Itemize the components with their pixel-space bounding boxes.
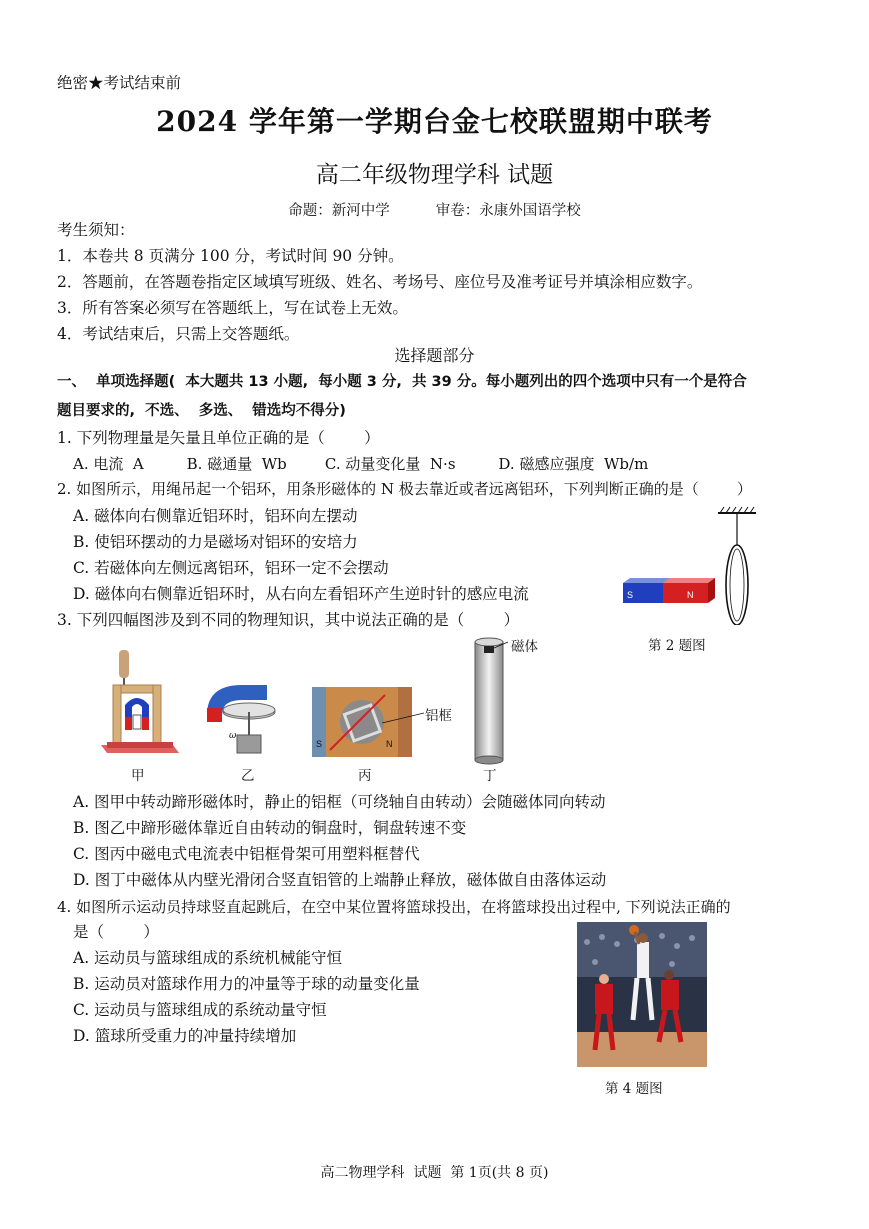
q2-option-d: D. 磁体向右侧靠近铝环时，从右向左看铝环产生逆时针的感应电流 — [73, 585, 529, 603]
notice-item: 2．答题前，在答题卷指定区域填写班级、姓名、考场号、座位号及准考证号并填涂相应数字。 — [57, 273, 703, 291]
figure-label-jia: 甲 — [131, 768, 145, 784]
q4-option-b: B. 运动员对篮球作用力的冲量等于球的动量变化量 — [73, 975, 420, 993]
part-heading-cont: 题目要求的, 不选、 多选、 错选均不得分) — [57, 403, 346, 419]
page-subtitle: 高二年级物理学科 试题 — [315, 162, 554, 188]
page-title: 2024 学年第一学期台金七校联盟期中联考 — [156, 105, 713, 138]
q2-figure — [620, 505, 770, 625]
q3-figure-ding — [470, 636, 510, 766]
figure-label-bing: 丙 — [358, 768, 372, 784]
q3-option-a: A. 图甲中转动蹄形磁体时，静止的铝框（可绕轴自由转动）会随磁体同向转动 — [73, 793, 606, 811]
notice-item: 4．考试结束后，只需上交答题纸。 — [57, 325, 300, 343]
q4-figure-caption: 第 4 题图 — [605, 1081, 663, 1097]
notice-heading: 考生须知： — [57, 221, 135, 239]
frame-label: 铝框 — [425, 708, 452, 724]
figure-label-ding: 丁 — [483, 768, 497, 784]
notice-item: 3．所有答案必须写在答题纸上，写在试卷上无效。 — [57, 299, 408, 317]
omega-label: ω — [229, 731, 237, 741]
q2-option-a: A. 磁体向右侧靠近铝环时，铝环向左摆动 — [73, 507, 358, 525]
q3-figure-jia — [95, 645, 185, 760]
q3-option-d: D. 图丁中磁体从内壁光滑闭合竖直铝管的上端静止释放，磁体做自由落体运动 — [73, 871, 607, 889]
bing-s-label: S — [316, 739, 323, 749]
confidential-mark: 绝密★考试结束前 — [57, 74, 182, 92]
q3-option-b: B. 图乙中蹄形磁体靠近自由转动的铜盘时，铜盘转速不变 — [73, 819, 467, 837]
q2-option-b: B. 使铝环摆动的力是磁场对铝环的安培力 — [73, 533, 358, 551]
q4-stem-cont: 是（ ） — [73, 923, 159, 941]
q4-option-c: C. 运动员与篮球组成的系统动量守恒 — [73, 1001, 327, 1019]
q4-option-d: D. 篮球所受重力的冲量持续增加 — [73, 1027, 297, 1045]
q4-stem: 4. 如图所示运动员持球竖直起跳后，在空中某位置将篮球投出，在将篮球投出过程中, 下列说法正确的 — [57, 898, 731, 916]
q4-option-a: A. 运动员与篮球组成的系统机械能守恒 — [73, 949, 343, 967]
notice-item: 1．本卷共 8 页满分 100 分，考试时间 90 分钟。 — [57, 247, 404, 265]
magnet-ring-diagram — [620, 505, 770, 625]
figure-label-yi: 乙 — [241, 768, 255, 784]
magnet-s-label: S — [627, 590, 634, 600]
q3-option-c: C. 图丙中磁电式电流表中铝框骨架可用塑料框替代 — [73, 845, 420, 863]
authors-line: 命题：新河中学 审卷：永康外国语学校 — [288, 203, 581, 219]
part-heading: 一、 单项选择题( 本大题共 13 小题, 每小题 3 分, 共 39 分。每小题列出的四个选项中只有一个是符合 — [57, 374, 747, 390]
q3-figure-yi — [197, 680, 282, 760]
page-footer: 高二物理学科 试题 第 1页(共 8 页) — [320, 1165, 549, 1181]
section-title: 选择题部分 — [394, 346, 475, 365]
q2-stem: 2. 如图所示，用绳吊起一个铝环，用条形磁体的 N 极去靠近或者远离铝环，下列判断正确的是（ ） — [57, 480, 752, 498]
q1-stem: 1. 下列物理量是矢量且单位正确的是（ ） — [57, 429, 380, 447]
magnet-n-label: N — [687, 590, 694, 600]
q2-option-c: C. 若磁体向左侧远离铝环，铝环一定不会摆动 — [73, 559, 389, 577]
q1-options: A. 电流 A B. 磁通量 Wb C. 动量变化量 N·s D. 磁感应强度 Wb/m — [73, 455, 649, 473]
q2-figure-caption: 第 2 题图 — [648, 638, 706, 654]
magnet-label: 磁体 — [511, 639, 538, 655]
q3-stem: 3. 下列四幅图涉及到不同的物理知识，其中说法正确的是（ ） — [57, 611, 520, 629]
bing-n-label: N — [386, 739, 393, 749]
q4-basketball-photo — [577, 922, 707, 1067]
